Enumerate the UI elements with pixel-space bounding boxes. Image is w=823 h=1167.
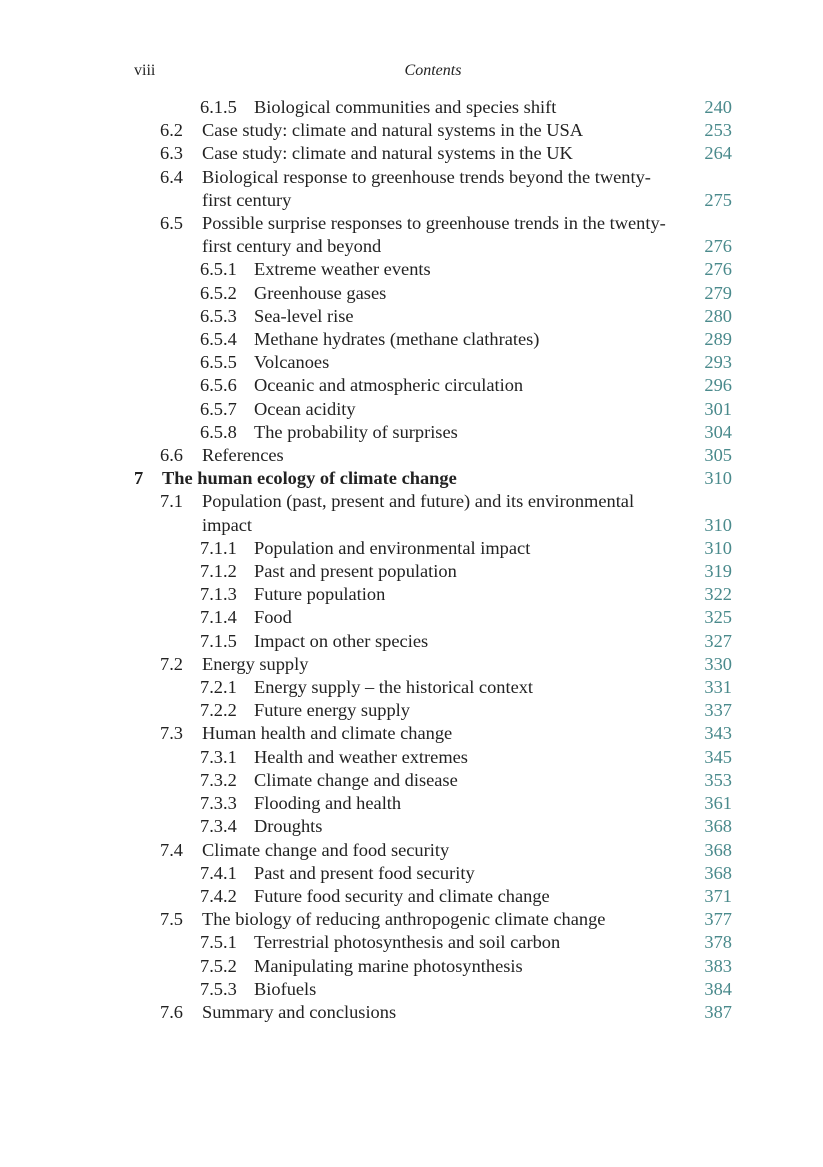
toc-section-entry[interactable] <box>134 444 732 467</box>
toc-entry-title: Extreme weather events <box>254 259 431 280</box>
toc-entry-number: 7.5 <box>160 909 183 930</box>
toc-entry-number: 7.5.1 <box>200 932 237 953</box>
toc-entry-number: 7.4 <box>160 839 183 860</box>
toc-entry-number: 6.5.3 <box>200 305 237 326</box>
toc-section-entry[interactable] <box>134 653 732 676</box>
toc-entry-title: Population and environmental impact <box>254 537 531 558</box>
toc-entry-number: 6.6 <box>160 445 183 466</box>
toc-entry-title: Future population <box>254 584 386 605</box>
toc-page-link[interactable]: 378 <box>704 932 732 953</box>
toc-entry-number: 6.2 <box>160 120 183 141</box>
page-header <box>134 62 732 86</box>
toc-entry-number: 7.2.2 <box>200 700 237 721</box>
toc-section-entry[interactable] <box>134 908 732 931</box>
toc-entry-title: Human health and climate change <box>202 723 453 744</box>
toc-page-link[interactable]: 331 <box>704 677 732 698</box>
toc-subsection-entry[interactable] <box>134 537 732 560</box>
toc-entry-number: 7.1.5 <box>200 630 237 651</box>
toc-section-entry[interactable] <box>134 490 732 536</box>
table-of-contents <box>134 96 732 1024</box>
toc-entry-title: Droughts <box>254 816 323 837</box>
toc-entry-title: References <box>202 445 284 466</box>
toc-entry-number: 7.3 <box>160 723 183 744</box>
toc-entry-title: Volcanoes <box>254 352 330 373</box>
toc-page-link[interactable]: 377 <box>704 909 732 930</box>
toc-page-link[interactable]: 310 <box>704 537 732 558</box>
toc-entry-title: Food <box>254 607 292 628</box>
toc-subsection-entry[interactable] <box>134 699 732 722</box>
toc-entry-title: Past and present food security <box>254 862 475 883</box>
toc-entry-number: 7.3.4 <box>200 816 237 837</box>
toc-entry-number: 7.4.1 <box>200 862 237 883</box>
toc-entry-number: 7 <box>134 468 144 489</box>
toc-subsection-entry[interactable] <box>134 398 732 421</box>
toc-entry-number: 7.5.2 <box>200 955 237 976</box>
running-title: Contents <box>404 62 462 79</box>
toc-page-link[interactable]: 337 <box>704 700 732 721</box>
toc-entry-title: Climate change and disease <box>254 769 458 790</box>
toc-subsection-entry[interactable] <box>134 96 732 119</box>
toc-page-link[interactable]: 293 <box>704 352 732 373</box>
toc-page-link[interactable]: 304 <box>704 421 732 442</box>
toc-entry-title: Methane hydrates (methane clathrates) <box>254 329 540 350</box>
toc-entry-title: The probability of surprises <box>254 421 458 442</box>
toc-subsection-entry[interactable] <box>134 351 732 374</box>
toc-page-link[interactable]: 368 <box>704 862 732 883</box>
toc-subsection-entry[interactable] <box>134 305 732 328</box>
toc-entry-number: 6.5.6 <box>200 375 237 396</box>
toc-entry-number: 6.5.5 <box>200 352 237 373</box>
toc-entry-number: 7.4.2 <box>200 885 237 906</box>
toc-page-link[interactable]: 305 <box>704 445 732 466</box>
toc-entry-title: Impact on other species <box>254 630 429 651</box>
toc-entry-title: Possible surprise responses to greenhouse trends in the twenty-first century and beyond <box>202 213 666 257</box>
toc-page-link[interactable]: 371 <box>704 885 732 906</box>
toc-page-link[interactable]: 276 <box>704 236 732 257</box>
toc-entry-number: 7.1.1 <box>200 537 237 558</box>
toc-entry-number: 7.1.2 <box>200 561 237 582</box>
toc-entry-title: Terrestrial photosynthesis and soil carbon <box>254 932 561 953</box>
toc-page-link[interactable]: 368 <box>704 816 732 837</box>
toc-entry-title: Biological communities and species shift <box>254 97 557 117</box>
toc-page-link[interactable]: 280 <box>704 305 732 326</box>
toc-section-entry[interactable] <box>134 839 732 862</box>
toc-entry-number: 7.3.2 <box>200 769 237 790</box>
page-folio: viii <box>134 62 156 79</box>
toc-subsection-entry[interactable] <box>134 630 732 653</box>
toc-subsection-entry[interactable] <box>134 676 732 699</box>
toc-entry-title: Greenhouse gases <box>254 282 387 303</box>
toc-entry-number: 6.5 <box>160 213 183 234</box>
toc-subsection-entry[interactable] <box>134 862 732 885</box>
toc-subsection-entry[interactable] <box>134 328 732 351</box>
toc-page-link[interactable]: 289 <box>704 329 732 350</box>
toc-entry-title: Population (past, present and future) and its environmental impact <box>202 491 635 535</box>
toc-subsection-entry[interactable] <box>134 560 732 583</box>
toc-subsection-entry[interactable] <box>134 746 732 769</box>
toc-subsection-entry[interactable] <box>134 792 732 815</box>
toc-page-link[interactable]: 322 <box>704 584 732 605</box>
toc-entry-number: 7.3.3 <box>200 793 237 814</box>
toc-subsection-entry[interactable] <box>134 885 732 908</box>
toc-entry-title: Climate change and food security <box>202 839 450 860</box>
toc-subsection-entry[interactable] <box>134 815 732 838</box>
toc-entry-title: Biological response to greenhouse trends beyond the twenty-first century <box>202 166 651 210</box>
toc-page-link[interactable]: 327 <box>704 630 732 651</box>
toc-entry-title: The biology of reducing anthropogenic climate change <box>202 909 606 930</box>
toc-subsection-entry[interactable] <box>134 374 732 397</box>
toc-entry-title: Health and weather extremes <box>254 746 468 767</box>
toc-page-link[interactable]: 264 <box>704 143 732 164</box>
toc-entry-number: 6.5.2 <box>200 282 237 303</box>
toc-entry-number: 7.5.3 <box>200 978 237 999</box>
toc-page-link[interactable]: 253 <box>704 120 732 141</box>
toc-page-link[interactable]: 353 <box>704 769 732 790</box>
toc-page-link[interactable]: 387 <box>704 1001 732 1022</box>
toc-entry-number: 7.1.3 <box>200 584 237 605</box>
toc-subsection-entry[interactable] <box>134 421 732 444</box>
toc-entry-title: Energy supply <box>202 653 309 674</box>
toc-page-link[interactable]: 240 <box>704 97 732 117</box>
toc-entry-title: Case study: climate and natural systems in the UK <box>202 143 573 164</box>
toc-entry-number: 6.5.4 <box>200 329 237 350</box>
toc-page-link[interactable]: 276 <box>704 259 732 280</box>
toc-subsection-entry[interactable] <box>134 282 732 305</box>
toc-subsection-entry[interactable] <box>134 978 732 1001</box>
toc-entry-title: Future food security and climate change <box>254 885 550 906</box>
toc-entry-title: Ocean acidity <box>254 398 356 419</box>
toc-entry-title: Flooding and health <box>254 793 402 814</box>
toc-entry-number: 6.5.8 <box>200 421 237 442</box>
toc-entry-title: Oceanic and atmospheric circulation <box>254 375 524 396</box>
toc-chapter-entry[interactable] <box>134 467 732 490</box>
toc-section-entry[interactable] <box>134 142 732 165</box>
toc-page-link[interactable]: 383 <box>704 955 732 976</box>
toc-entry-title: Energy supply – the historical context <box>254 677 534 698</box>
toc-subsection-entry[interactable] <box>134 769 732 792</box>
toc-page-link[interactable]: 330 <box>704 653 732 674</box>
toc-section-entry[interactable] <box>134 722 732 745</box>
toc-entry-title: Case study: climate and natural systems in the USA <box>202 120 584 141</box>
toc-subsection-entry[interactable] <box>134 931 732 954</box>
toc-entry-title: Sea-level rise <box>254 305 354 326</box>
toc-entry-number: 6.5.7 <box>200 398 237 419</box>
toc-entry-number: 6.1.5 <box>200 97 237 117</box>
toc-entry-title: Past and present population <box>254 561 457 582</box>
toc-page-link[interactable]: 319 <box>704 561 732 582</box>
toc-section-entry[interactable] <box>134 119 732 142</box>
toc-entry-number: 7.1 <box>160 491 183 512</box>
toc-page-link[interactable]: 345 <box>704 746 732 767</box>
toc-entry-number: 6.3 <box>160 143 183 164</box>
toc-section-entry[interactable] <box>134 166 732 212</box>
toc-entry-number: 7.2 <box>160 653 183 674</box>
toc-entry-number: 6.5.1 <box>200 259 237 280</box>
toc-entry-number: 7.1.4 <box>200 607 237 628</box>
toc-page-link[interactable]: 325 <box>704 607 732 628</box>
toc-page-link[interactable]: 296 <box>704 375 732 396</box>
toc-page-link[interactable]: 310 <box>704 514 732 535</box>
toc-entry-number: 6.4 <box>160 166 183 187</box>
toc-entry-title: Biofuels <box>254 978 317 999</box>
toc-page-link[interactable]: 310 <box>704 468 732 489</box>
toc-entry-number: 7.2.1 <box>200 677 237 698</box>
toc-page-link[interactable]: 384 <box>704 978 732 999</box>
toc-section-entry[interactable] <box>134 212 732 258</box>
toc-page-link[interactable]: 368 <box>704 839 732 860</box>
toc-page-link[interactable]: 343 <box>704 723 732 744</box>
toc-entry-title: The human ecology of climate change <box>162 468 457 489</box>
toc-entry-number: 7.3.1 <box>200 746 237 767</box>
toc-entry-title: Summary and conclusions <box>202 1001 397 1022</box>
toc-page-link[interactable]: 361 <box>704 793 732 814</box>
toc-subsection-entry[interactable] <box>134 955 732 978</box>
toc-entry-title: Future energy supply <box>254 700 410 721</box>
toc-entry-number: 7.6 <box>160 1001 183 1022</box>
toc-section-entry[interactable] <box>134 1001 732 1024</box>
toc-page-link[interactable]: 301 <box>704 398 732 419</box>
toc-subsection-entry[interactable] <box>134 606 732 629</box>
toc-subsection-entry[interactable] <box>134 583 732 606</box>
toc-entry-title: Manipulating marine photosynthesis <box>254 955 523 976</box>
toc-page-link[interactable]: 279 <box>704 282 732 303</box>
toc-page-link[interactable]: 275 <box>704 189 732 210</box>
toc-subsection-entry[interactable] <box>134 258 732 281</box>
